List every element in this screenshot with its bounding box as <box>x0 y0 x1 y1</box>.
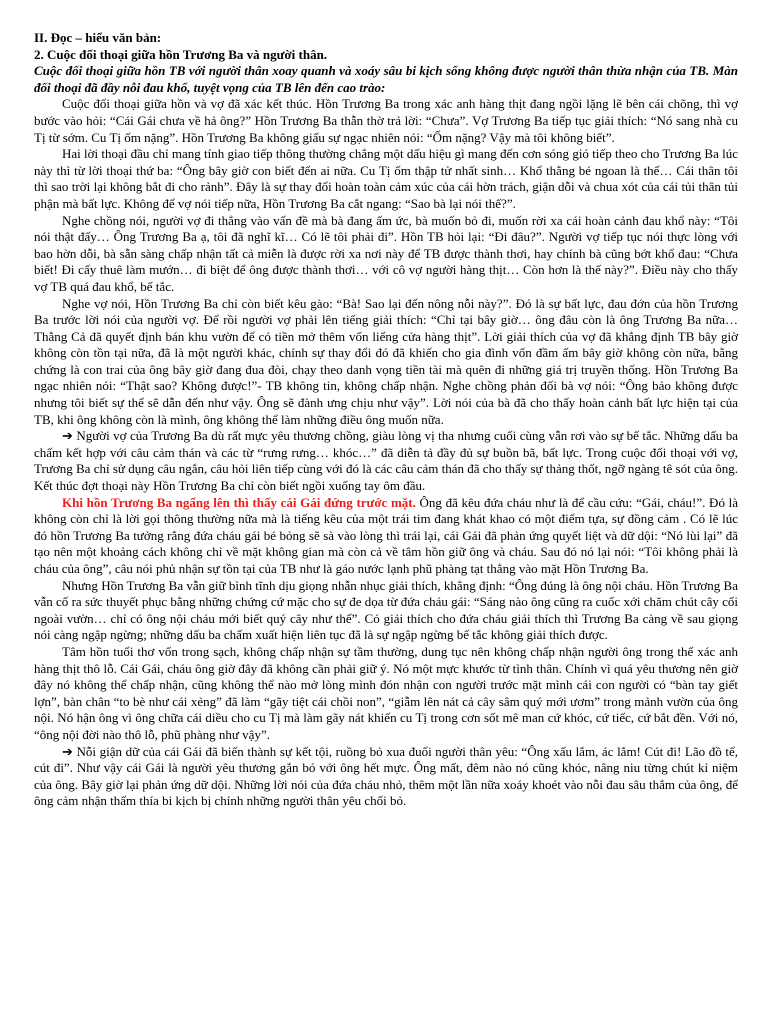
subsection-heading: 2. Cuộc đối thoại giữa hồn Trương Ba và người thân. <box>34 46 328 62</box>
highlight-continuation: Ông đã kêu đứa cháu như là để cầu cứu: “Gái, cháu!”. Đó là không còn chỉ là lời gọi thông thường nữa mà là tiếng kêu của một trái tim đang khát khao có một điểm tựa, sự đồng cảm . Có lẽ lúc đó hồn Trương Ba tưởng rằng đứa cháu gái bé bỏng sẽ sà vào lòng thì trái lại, cái Gái đã phản ứng quyết liệt và dữ dội: “Nó lùi lại” đã tạo nên một khoảng cách không chỉ về mặt không gian mà còn cả về tâm hồn giữ ông và cháu. Sau đó nó lại nói: “Tôi không phải là cháu của ông”, câu nói phủ nhận sự tồn tại của TB như là gáo nước lạnh phũ phàng tạt thẳng vào mặt Hồn Trương Ba. <box>34 494 738 576</box>
highlighted-sentence: Khi hồn Trương Ba ngẩng lên thì thấy cái Gái đứng trước mặt. <box>62 494 416 510</box>
paragraph: Nghe vợ nói, Hồn Trương Ba chỉ còn biết kêu gào: “Bà! Sao lại đến nông nỗi này?”. Đó là sự bất lực, đau đớn của hồn Trương Ba trước lời nói của người vợ. Để rồi người vợ phải lên tiếng giải thích: “Chỉ tại bây giờ… ông đâu còn là ông Trương Ba nữa… Thằng Cả đã quyết định bán khu vườn để có tiền mở thêm vốn liếng cửa hàng thịt”. Lời giải thích của vợ đã khẳng định TB bây giờ không còn tồn tại nữa, đã là một người khác, chính sự thay đổi đó đã khiến cho gia đình vốn đầm ấm bây giờ không còn nữa, bằng chứng là con trai của ông bây giờ đang đua đòi, chạy theo danh vọng tiền tài mà quên đi những giá trị truyền thống. Hồn Trương Ba ngạc nhiên nói: “Thật sao? Không được!”- TB không tin, không chấp nhận. Nghe chồng phản đối bà vợ nói: “Ông bảo không được nhưng tôi biết sự thể sẽ dẫn đến như vậy. Ông sẽ đành ưng chịu như vậy”. Lời nói của bà đã cho thấy hoàn cảnh bất lực hiện tại của TB, khi ông không còn là mình, ông không thể làm những điều ông muốn nữa. <box>34 295 738 427</box>
highlight-paragraph <box>34 495 738 578</box>
paragraph: Nghe chồng nói, người vợ đi thẳng vào vấn đề mà bà đang ấm ức, bà muốn bỏ đi, muốn rời xa cái hoàn cảnh đau khổ này: “Tôi nói thật đấy… Ông Trương Ba ạ, tôi đã nghĩ kĩ… Có lẽ tôi phải đi”. Hồn TB hỏi lại: “Đi đâu?”. Người vợ tiếp tục nói thực lòng với bao hờn dỗi, bà sẵn sàng chấp nhận tất cả miễn là được rời xa nơi này để TB được thành thơi, hay chính bà cũng bớt khổ đau: “Chưa biết! Đi cấy thuê làm mướn… đi biệt để ông được thành thơi… với cô vợ người hàng thịt… Còn hơn là thế này?”. Điều này cho thấy vợ TB quá đau khổ, bế tắc. <box>34 212 738 294</box>
section-heading: II. Đọc – hiểu văn bản: <box>34 30 162 45</box>
paragraph: Hai lời thoại đầu chỉ mang tính giao tiếp thông thường chẳng một dấu hiệu gì mang đến cơn sóng gió tiếp theo cho Trương Ba lúc này thì từ lời thoại thứ ba: “Ông bây giờ con biết đến ai nữa. Cu Tị ốm thập tử nhất sinh… Khổ thằng bé ngoan là thế… Cái thân tôi thì sao trời lại không bắt đi cho rảnh”. Đây là sự thay đổi hoàn toàn cảm xúc của cái hờn trách, giận dỗi và chua xót của cái tủi thân tủi phận mà bất lực. Không để vợ nói tiếp nữa, Hồn Trương Ba cắt ngang: “Sao bà lại nói thế?”. <box>34 146 738 211</box>
paragraph: Cuộc đối thoại giữa hồn và vợ đã xác kết thúc. Hồn Trương Ba trong xác anh hàng thịt đang ngồi lặng lẽ bên cái chõng, thì vợ bước vào hỏi: “Cái Gái chưa về hả ông?” Hồn Trương Ba thẫn thờ trả lời: “Chưa”. Vợ Trương Ba tiếp tục giải thích: “Nó sang nhà cu Tị từ sớm. Cu Tị ốm nặng”. Hồn Trương Ba không giấu sự ngạc nhiên nói: “Ốm nặng? Vậy mà tôi không biết”. <box>34 96 738 145</box>
lead-summary: Cuộc đối thoại giữa hồn TB với người thân xoay quanh và xoáy sâu bi kịch sống không được người thân thừa nhận của TB. Màn đối thoại đã đầy nỗi đau khổ, tuyệt vọng của TB lên đến cao trào: <box>34 63 738 95</box>
conclusion-paragraph-1: ➔ Người vợ của Trương Ba dù rất mực yêu thương chồng, giàu lòng vị tha nhưng cuối cùng vẫn rơi vào sự bế tắc. Những dấu ba chấm kết hợp với câu cảm thán và các từ “rưng rưng… khóc…” đã diễn tả đầy đủ sự buồn bã, bất lực. Trong cuộc đối thoại với vợ, Trương Ba chỉ sử dụng câu ngắn, câu hỏi liên tiếp cùng với đó là các câu cảm thán đã cho thấy sự thảng thốt, ngỡ ngàng tê sót của ông. Kết thúc đợt thoại này Hồn Trương Ba chỉ còn biết ngồi xuống tay ôm đầu. <box>34 428 738 494</box>
paragraph: Nhưng Hồn Trương Ba vẫn giữ bình tĩnh dịu giọng nhẫn nhục giải thích, khẳng định: “Ông đúng là ông nội cháu. Hồn Trương Ba vẫn cố ra sức thuyết phục bằng những chứng cứ mặc cho sự đe dọa từ đứa cháu gái: “Sáng nào ông cũng ra cuốc xới chăm chút cây cối ngoài vườn… chỉ có ông nội cháu mới biết quý cây như thế”. Có giải thích cho đứa cháu giải thích thì Trương Ba càng về sau giọng nói càng ngập ngừng; những dấu ba chấm xuất hiện liên tục đã là sự ngập ngừng bế tắc không giải thích được. <box>34 577 738 643</box>
paragraph: Tâm hồn tuổi thơ vốn trong sạch, không chấp nhận sự tầm thường, dung tục nên không chấp nhận người ông trong thể xác anh hàng thịt thô lỗ. Cái Gái, cháu ông giờ đây đã không cần phải giữ ý. Nó một mực khước từ tình thân. Chính vì quá yêu thương nên giờ đây nó không thể chấp nhận, cũng không thể nào mở lòng mình đón nhận con người trước mặt mình cái con người có “bàn tay giết lợn”, bàn chân “to bè như cái xẻng” đã làm “gãy tiệt cái chồi non”, “giẫm lên nát cả cây sâm quý mới ươm” trong mảnh vườn của ông nội. Nó hận ông vì ông chữa cái diều cho cu Tị mà làm gãy nát khiến cu Tị trong cơn sốt mê man cứ khóc, cứ tiếc, cứ bắt đền. Với nó, “ông nội đời nào thô lỗ, phũ phàng như vậy”. <box>34 643 738 742</box>
conclusion-paragraph-2: ➔ Nỗi giận dữ của cái Gái đã biến thành sự kết tội, ruồng bỏ xua đuổi người thân yêu: “Ông xấu lắm, ác lắm! Cút đi! Lão đồ tể, cút đi”. Như vậy cái Gái là người yêu thương gắn bó với ông hết mực. Ông mất, đêm nào nó cũng khóc, nâng niu từng chút kỉ niệm của ông. Bây giờ lại phản ứng dữ dội. Những lời nói của đứa cháu nhỏ, thêm một lần nữa xoáy khoét vào nỗi đau sâu thẳm của ông, để ông cảm nhận thấm thía bi kịch bị chính những người thân yêu chối bỏ. <box>34 743 738 809</box>
